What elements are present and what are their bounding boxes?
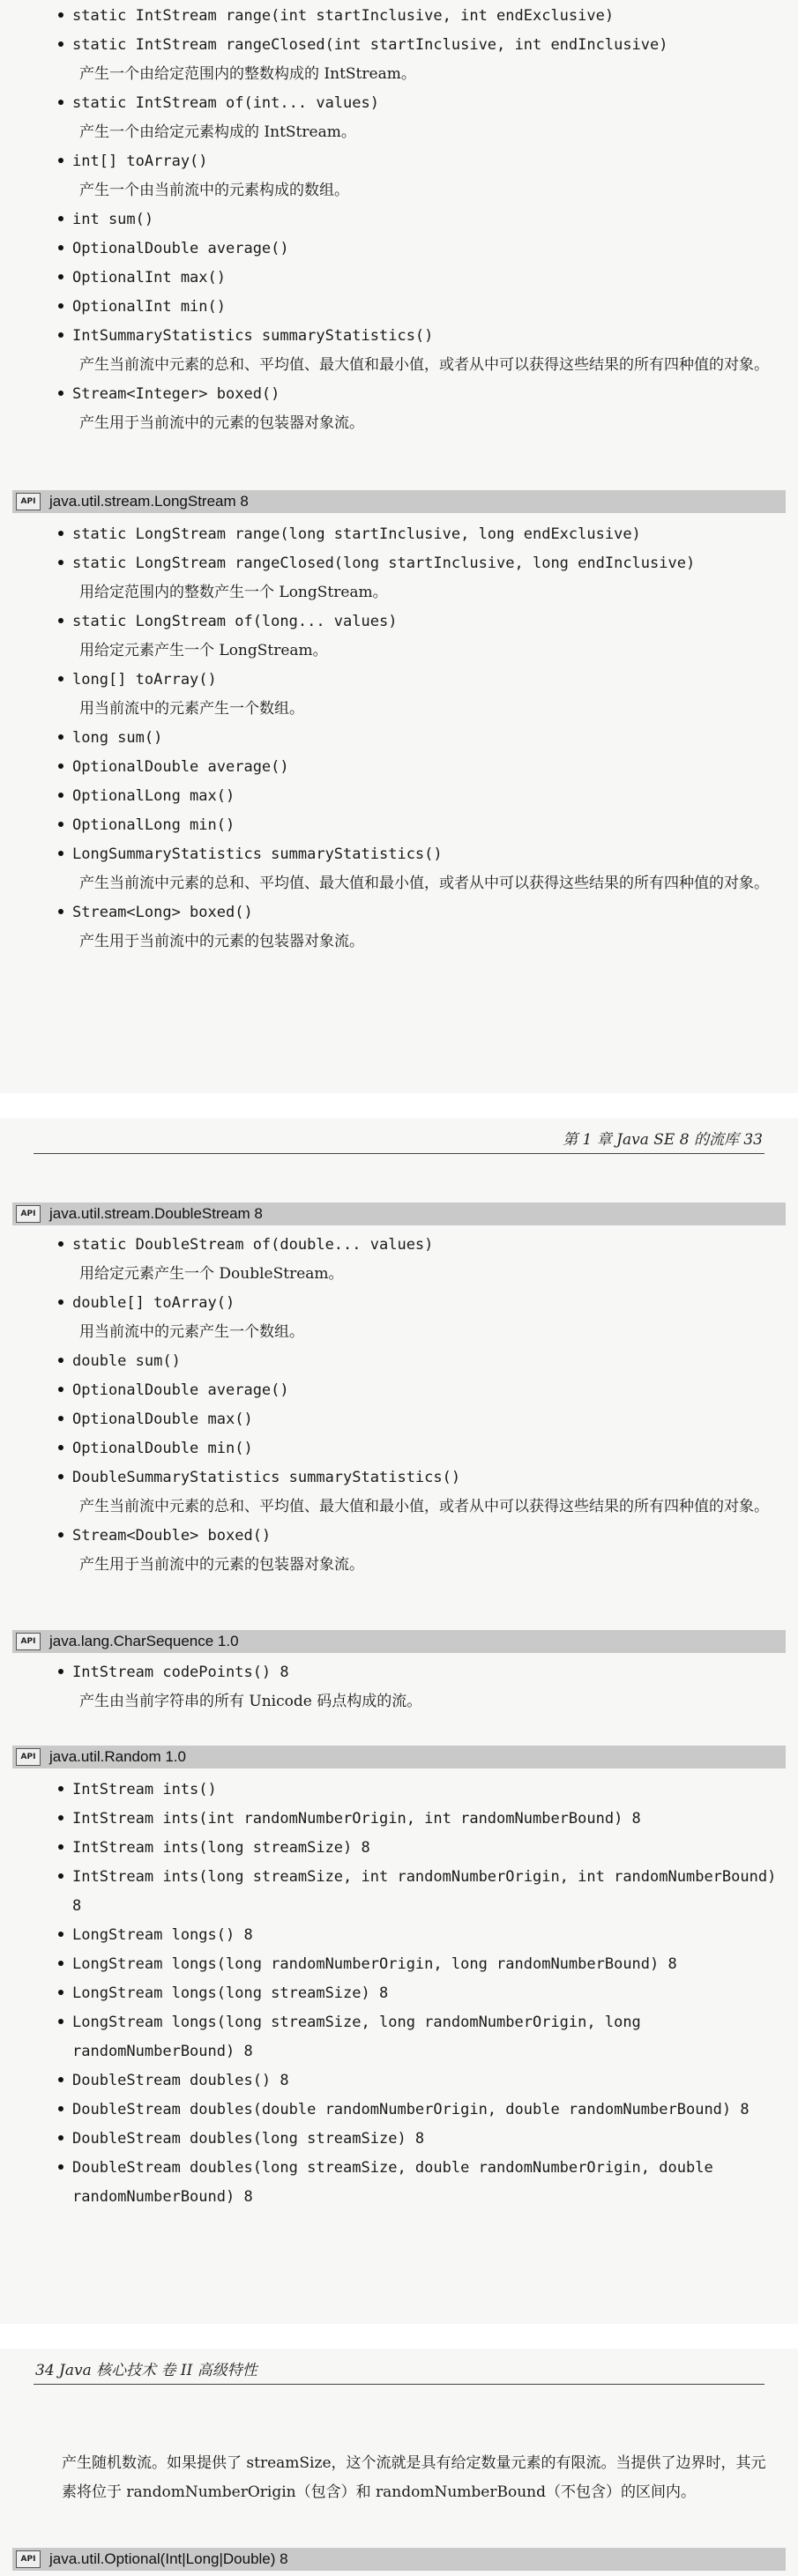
method-description: 产生当前流中元素的总和、平均值、最大值和最小值，或者从中可以获得这些结果的所有四种值的对象。 — [79, 356, 769, 374]
method-description: 产生一个由当前流中的元素构成的数组。 — [79, 182, 349, 199]
method-signature: static IntStream of(int... values) — [72, 94, 379, 112]
method-entry — [55, 2008, 786, 2066]
method-signature: IntStream ints() — [72, 1781, 217, 1798]
method-signature: OptionalInt min() — [72, 298, 226, 316]
method-signature: OptionalDouble average() — [72, 758, 289, 776]
random-description-paragraph: 产生随机数流。如果提供了 streamSize，这个流就是具有给定数量元素的有限流。当提供了边界时，其元素将位于 randomNumberOrigin（包含）和 randomNumberBound（不包含）的区间内。 — [62, 2454, 766, 2501]
api-class-title: java.util.Optional(Int|Long|Double) 8 — [49, 2550, 288, 2567]
method-signature: static LongStream rangeClosed(long startInclusive, long endInclusive) — [72, 555, 696, 572]
method-entry — [55, 1776, 786, 1805]
method-signature: OptionalDouble average() — [72, 240, 289, 257]
method-signature: static IntStream range(int startInclusive, int endExclusive) — [72, 7, 615, 25]
method-entry — [55, 1231, 786, 1289]
method-description: 产生一个由给定元素构成的 IntStream。 — [79, 123, 356, 141]
method-entry — [55, 666, 786, 724]
method-description: 产生用于当前流中的元素的包装器对象流。 — [79, 414, 364, 432]
method-signature: long[] toArray() — [72, 671, 217, 689]
method-entry — [55, 235, 786, 264]
method-signature: IntStream ints(int randomNumberOrigin, int randomNumberBound) 8 — [72, 1810, 641, 1828]
method-entry — [55, 840, 786, 898]
method-signature: static IntStream rangeClosed(int startInclusive, int endInclusive) — [72, 36, 668, 54]
method-signature: Stream<Integer> boxed() — [72, 385, 280, 403]
random-method-list — [55, 1776, 786, 2212]
method-signature: long sum() — [72, 729, 163, 747]
api-class-title: java.lang.CharSequence 1.0 — [49, 1633, 239, 1649]
method-entry — [55, 520, 786, 549]
method-entry — [55, 1950, 786, 1979]
method-entry — [55, 380, 786, 438]
api-class-title: java.util.stream.DoubleStream 8 — [49, 1205, 263, 1222]
method-signature: static DoubleStream of(double... values) — [72, 1236, 434, 1254]
api-header-doublestream — [12, 1202, 786, 1225]
method-description: 用当前流中的元素产生一个数组。 — [79, 1323, 304, 1341]
method-signature: OptionalDouble min() — [72, 1440, 253, 1457]
intstream-method-list — [55, 2, 786, 438]
method-signature: Stream<Double> boxed() — [72, 1527, 272, 1545]
api-icon: API — [16, 1633, 41, 1650]
method-entry — [55, 293, 786, 322]
api-header-optional — [12, 2548, 786, 2571]
method-description: 用当前流中的元素产生一个数组。 — [79, 700, 304, 718]
page-3 — [0, 2349, 798, 2576]
method-description: 产生当前流中元素的总和、平均值、最大值和最小值，或者从中可以获得这些结果的所有四种值的对象。 — [79, 1498, 769, 1515]
method-description: 用给定元素产生一个 LongStream。 — [79, 642, 328, 659]
method-signature: double[] toArray() — [72, 1294, 235, 1312]
method-entry — [55, 1921, 786, 1950]
method-entry — [55, 1863, 786, 1921]
method-signature: IntSummaryStatistics summaryStatistics() — [72, 327, 434, 345]
method-signature: OptionalLong min() — [72, 816, 235, 834]
method-signature: LongStream longs(long streamSize, long randomNumberOrigin, long randomNumberBound) 8 — [72, 2014, 651, 2060]
method-entry — [55, 322, 786, 380]
method-signature: IntStream ints(long streamSize) 8 — [72, 1839, 370, 1857]
method-signature: LongStream longs() 8 — [72, 1926, 253, 1944]
method-signature: DoubleStream doubles(long streamSize) 8 — [72, 2130, 425, 2148]
page-1 — [0, 0, 798, 1093]
method-signature: DoubleStream doubles(long streamSize, double randomNumberOrigin, double randomNumberBound) 8 — [72, 2159, 722, 2206]
method-signature: int sum() — [72, 211, 154, 228]
method-signature: DoubleSummaryStatistics summaryStatistics() — [72, 1469, 461, 1486]
method-signature: double sum() — [72, 1352, 181, 1370]
method-signature: LongStream longs(long randomNumberOrigin, long randomNumberBound) 8 — [72, 1955, 677, 1973]
method-signature: IntStream ints(long streamSize, int randomNumberOrigin, int randomNumberBound) 8 — [72, 1868, 786, 1915]
method-description: 产生由当前字符串的所有 Unicode 码点构成的流。 — [79, 1693, 422, 1710]
charsequence-method-list — [55, 1658, 786, 1716]
method-signature: static LongStream of(long... values) — [72, 613, 398, 630]
method-entry — [55, 607, 786, 666]
method-signature: OptionalDouble max() — [72, 1411, 253, 1428]
api-icon: API — [16, 2550, 41, 2568]
running-header: 34 Java 核心技术 卷 II 高级特性 — [35, 2362, 257, 2379]
method-entry — [55, 205, 786, 235]
method-entry — [55, 549, 786, 607]
method-description: 产生当前流中元素的总和、平均值、最大值和最小值，或者从中可以获得这些结果的所有四种值的对象。 — [79, 875, 769, 892]
method-entry — [55, 1434, 786, 1463]
method-entry — [55, 264, 786, 293]
method-entry — [55, 724, 786, 753]
header-rule — [34, 1153, 764, 1154]
method-entry — [55, 2154, 786, 2212]
page-gap — [0, 1093, 798, 1118]
method-entry — [55, 811, 786, 840]
method-entry — [55, 1289, 786, 1347]
method-signature: DoubleStream doubles() 8 — [72, 2072, 289, 2089]
api-header-longstream — [12, 490, 786, 513]
page-2 — [0, 1118, 798, 2324]
page-gap — [0, 2324, 798, 2349]
method-signature: Stream<Long> boxed() — [72, 904, 253, 921]
method-entry — [55, 2125, 786, 2154]
method-entry — [55, 2, 786, 31]
method-signature: OptionalDouble average() — [72, 1381, 289, 1399]
longstream-method-list — [55, 520, 786, 957]
method-signature: OptionalLong max() — [72, 787, 235, 805]
method-entry — [55, 1347, 786, 1376]
method-signature: static LongStream range(long startInclusive, long endExclusive) — [72, 525, 641, 543]
method-signature: OptionalInt max() — [72, 269, 226, 287]
method-entry — [55, 1522, 786, 1580]
api-icon: API — [16, 1748, 41, 1766]
api-header-charsequence — [12, 1630, 786, 1653]
api-icon: API — [16, 1205, 41, 1223]
method-entry — [55, 898, 786, 957]
header-rule — [34, 2384, 764, 2385]
method-entry — [55, 782, 786, 811]
method-entry — [55, 1463, 786, 1522]
api-icon: API — [16, 493, 41, 510]
method-entry — [55, 1834, 786, 1863]
method-entry — [55, 147, 786, 205]
method-description: 产生用于当前流中的元素的包装器对象流。 — [79, 1556, 364, 1574]
method-signature: LongSummaryStatistics summaryStatistics() — [72, 845, 443, 863]
method-entry — [55, 2066, 786, 2096]
method-entry — [55, 1979, 786, 2008]
method-description: 用给定元素产生一个 DoubleStream。 — [79, 1265, 344, 1283]
running-header: 第 1 章 Java SE 8 的流库 33 — [563, 1131, 763, 1149]
method-signature: IntStream codePoints() 8 — [72, 1664, 289, 1681]
method-signature: DoubleStream doubles(double randomNumberOrigin, double randomNumberBound) 8 — [72, 2101, 750, 2118]
api-class-title: java.util.stream.LongStream 8 — [49, 493, 249, 510]
method-entry — [55, 1405, 786, 1434]
method-description: 产生用于当前流中的元素的包装器对象流。 — [79, 933, 364, 950]
method-entry — [55, 1658, 786, 1716]
method-entry — [55, 89, 786, 147]
method-entry — [55, 2096, 786, 2125]
doublestream-method-list — [55, 1231, 786, 1580]
method-entry — [55, 1805, 786, 1834]
method-entry — [55, 1376, 786, 1405]
method-description: 产生一个由给定范围内的整数构成的 IntStream。 — [79, 65, 416, 83]
api-header-random — [12, 1746, 786, 1768]
api-class-title: java.util.Random 1.0 — [49, 1748, 186, 1765]
method-description: 用给定范围内的整数产生一个 LongStream。 — [79, 584, 388, 601]
method-signature: int[] toArray() — [72, 153, 208, 170]
method-entry — [55, 31, 786, 89]
method-entry — [55, 753, 786, 782]
method-signature: LongStream longs(long streamSize) 8 — [72, 1984, 389, 2002]
